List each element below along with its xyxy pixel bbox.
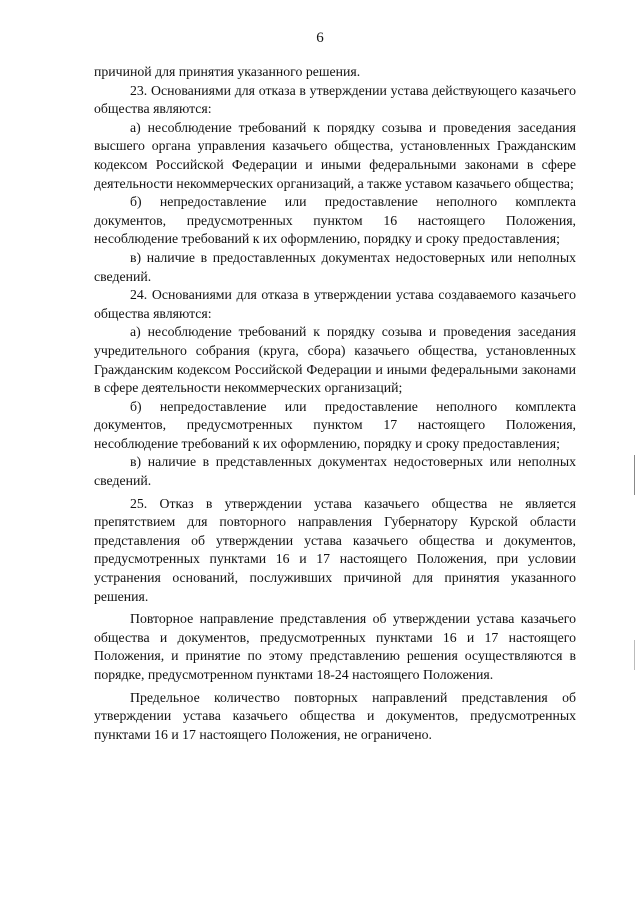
page-number: 6: [316, 30, 324, 46]
paragraph-repeat-submission: Повторное направление представления об утверждении устава казачьего общества и документов, предусмотренных пунктами 16 и 17 настоящего Положения, и принятие по этому представлению решения осуществляются в порядке, предусмотренном пунктами 18-24 настоящего Положения.: [94, 611, 576, 682]
paragraph-item-24-v: в) наличие в представленных документах недостоверных или неполных сведений.: [94, 454, 576, 489]
paragraph-item-24-a: а) несоблюдение требований к порядку созыва и проведения заседания учредительного собрания (круга, сбора) казачьего общества, установленных Гражданским кодексом Российской Федерации и иными федеральными законами в сфере деятельности некоммерческих организаций;: [94, 324, 576, 396]
document-body: [94, 63, 576, 744]
paragraph-item-23-b: б) непредоставление или предоставление неполного комплекта документов, предусмотренных пунктом 16 настоящего Положения, несоблюдение требований к их оформлению, порядку и сроку предоставления;: [94, 194, 576, 247]
paragraph-item-23-v: в) наличие в предоставленных документах недостоверных или неполных сведений.: [94, 249, 576, 284]
scan-margin-mark: [634, 640, 635, 670]
paragraph-submission-limit: Предельное количество повторных направлений представления об утверждении устава казачьего общества и документов, предусмотренных пунктами 16 и 17 настоящего Положения, не ограничено.: [94, 689, 576, 742]
scan-margin-mark: [634, 455, 635, 495]
paragraph-item-23: 23. Основаниями для отказа в утверждении устава действующего казачьего общества являются:: [94, 82, 576, 117]
paragraph-item-25: 25. Отказ в утверждении устава казачьего общества не является препятствием для повторного направления Губернатору Курской области представления об утверждении устава казачьего общества и документов, предусмотренных пунктами 16 и 17 настоящего Положения, при условии устранения оснований, послуживших причиной для принятия указанного решения.: [94, 495, 576, 604]
paragraph-item-24: 24. Основаниями для отказа в утверждении устава создаваемого казачьего общества являются:: [94, 287, 576, 321]
paragraph-continuation: причиной для принятия указанного решения.: [94, 64, 361, 79]
paragraph-item-24-b: б) непредоставление или предоставление неполного комплекта документов, предусмотренных пунктом 17 настоящего Положения, несоблюдение требований к их оформлению, порядку и сроку предоставления;: [94, 398, 576, 451]
paragraph-item-23-a: а) несоблюдение требований к порядку созыва и проведения заседания высшего органа управления казачьего общества, установленных Гражданским кодексом Российской Федерации и иными федеральными законами в сфере деятельности некоммерческих организаций, а также уставом казачьего общества;: [94, 119, 576, 191]
